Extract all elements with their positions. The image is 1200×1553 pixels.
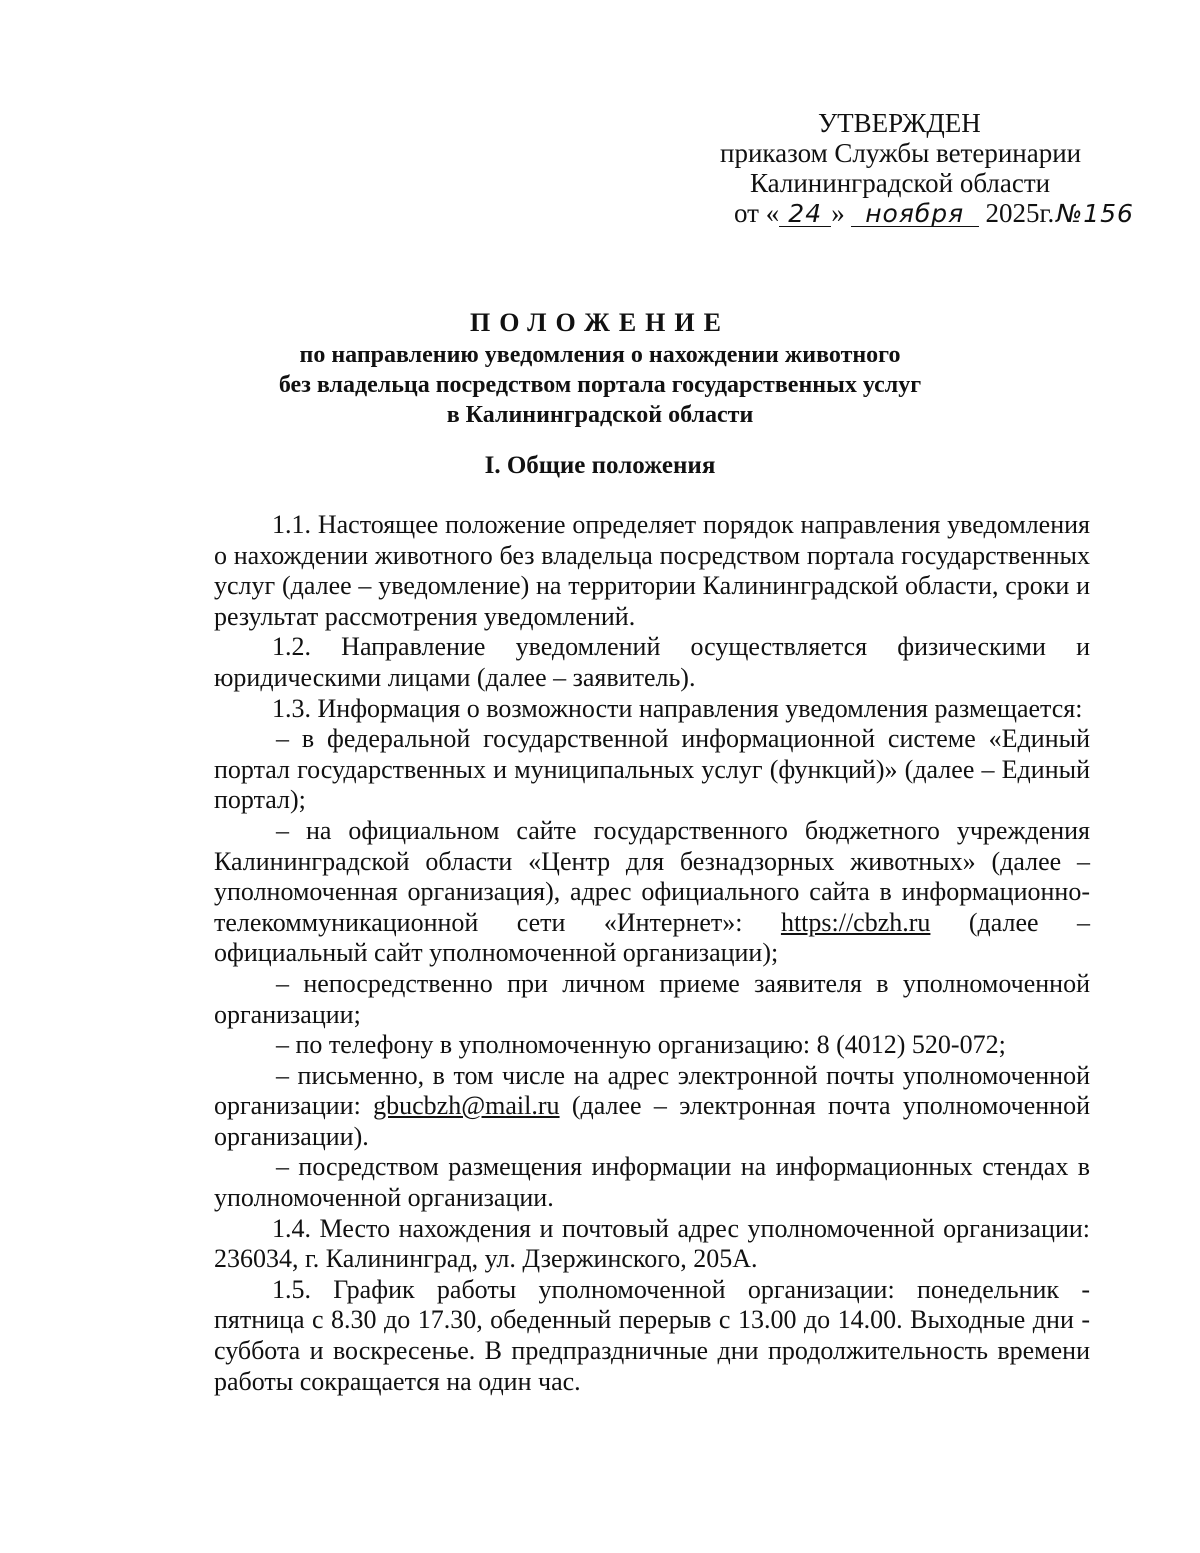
paragraph-1-4: 1.4. Место нахождения и почтовый адрес уполномоченной организации: 236034, г. Калининград, ул. Дзержинского, 205А.	[214, 1213, 1090, 1274]
paragraph-1-5: 1.5. График работы уполномоченной организации: понедельник - пятница с 8.30 до 17.30, обеденный перерыв с 13.00 до 14.00. Выходные дни - суббота и воскресенье. В предпраздничные дни продолжительность времени работы сокращается на один час.	[214, 1274, 1090, 1396]
approval-region-line: Калининградской области	[750, 168, 1051, 198]
date-year: 2025г.	[985, 198, 1055, 228]
document-title-block	[150, 308, 1050, 430]
title-line-3: в Калининградской области	[446, 402, 754, 428]
bullet-personal-reception: – непосредственно при личном приеме заявителя в уполномоченной организации;	[214, 968, 1090, 1029]
handwritten-order-number: №156	[1056, 199, 1134, 228]
date-prefix: от «	[734, 198, 780, 228]
bullet-unified-portal: – в федеральной государственной информационной системе «Единый портал государственных и муниципальных услуг (функций)» (далее – Единый портал);	[214, 724, 1090, 815]
paragraph-1-2: 1.2. Направление уведомлений осуществляется физическими и юридическими лицами (далее – заявитель).	[214, 632, 1090, 692]
section-heading: I. Общие положения	[484, 452, 716, 479]
official-site-link[interactable]: https://cbzh.ru	[780, 907, 931, 937]
paragraph-1-1: 1.1. Настоящее положение определяет порядок направления уведомления о нахождении животного без владельца посредством портала государственных услуг (далее – уведомление) на территории Калининградской области, сроки и результат рассмотрения уведомлений.	[214, 510, 1090, 631]
bullet-email-tail: (далее – электронная почта уполномоченной организации).	[214, 1091, 1090, 1151]
approval-order-line: приказом Службы ветеринарии	[720, 138, 1082, 168]
approval-stamp	[700, 108, 1134, 229]
bullet-info-stands: – посредством размещения информации на информационных стендах в уполномоченной организации.	[214, 1152, 1090, 1213]
bullet-email-text: – письменно, в том числе на адрес электронной почты уполномоченной организации:	[214, 1060, 1090, 1121]
title-line-2: без владельца посредством портала государственных услуг	[278, 372, 922, 398]
bullet-official-site-text: – на официальном сайте государственного бюджетного учреждения Калининградской области «Центр для безнадзорных животных» (далее – уполномоченная организация), адрес официального сайта в информационно-телекоммуникационной сети «Интернет»:	[214, 815, 1090, 937]
document-title: ПОЛОЖЕНИЕ	[470, 308, 730, 337]
date-mid: »	[831, 198, 845, 228]
bullet-email	[214, 1061, 1090, 1153]
handwritten-month: ноября	[851, 202, 979, 227]
title-line-1: по направлению уведомления о нахождении животного	[299, 342, 901, 368]
approval-date-line	[700, 198, 1134, 229]
handwritten-day: 24	[779, 202, 831, 227]
approval-heading: УТВЕРЖДЕН	[818, 108, 981, 138]
paragraph-1-3: 1.3. Информация о возможности направления уведомления размещается:	[272, 693, 1083, 723]
bullet-official-site-tail: (далее – официальный сайт уполномоченной организации);	[214, 907, 1091, 968]
document-body	[214, 510, 1090, 1397]
bullet-phone: – по телефону в уполномоченную организацию: 8 (4012) 520-072;	[276, 1030, 1006, 1060]
email-link[interactable]: gbucbzh@mail.ru	[373, 1091, 560, 1121]
bullet-official-site	[214, 816, 1090, 969]
